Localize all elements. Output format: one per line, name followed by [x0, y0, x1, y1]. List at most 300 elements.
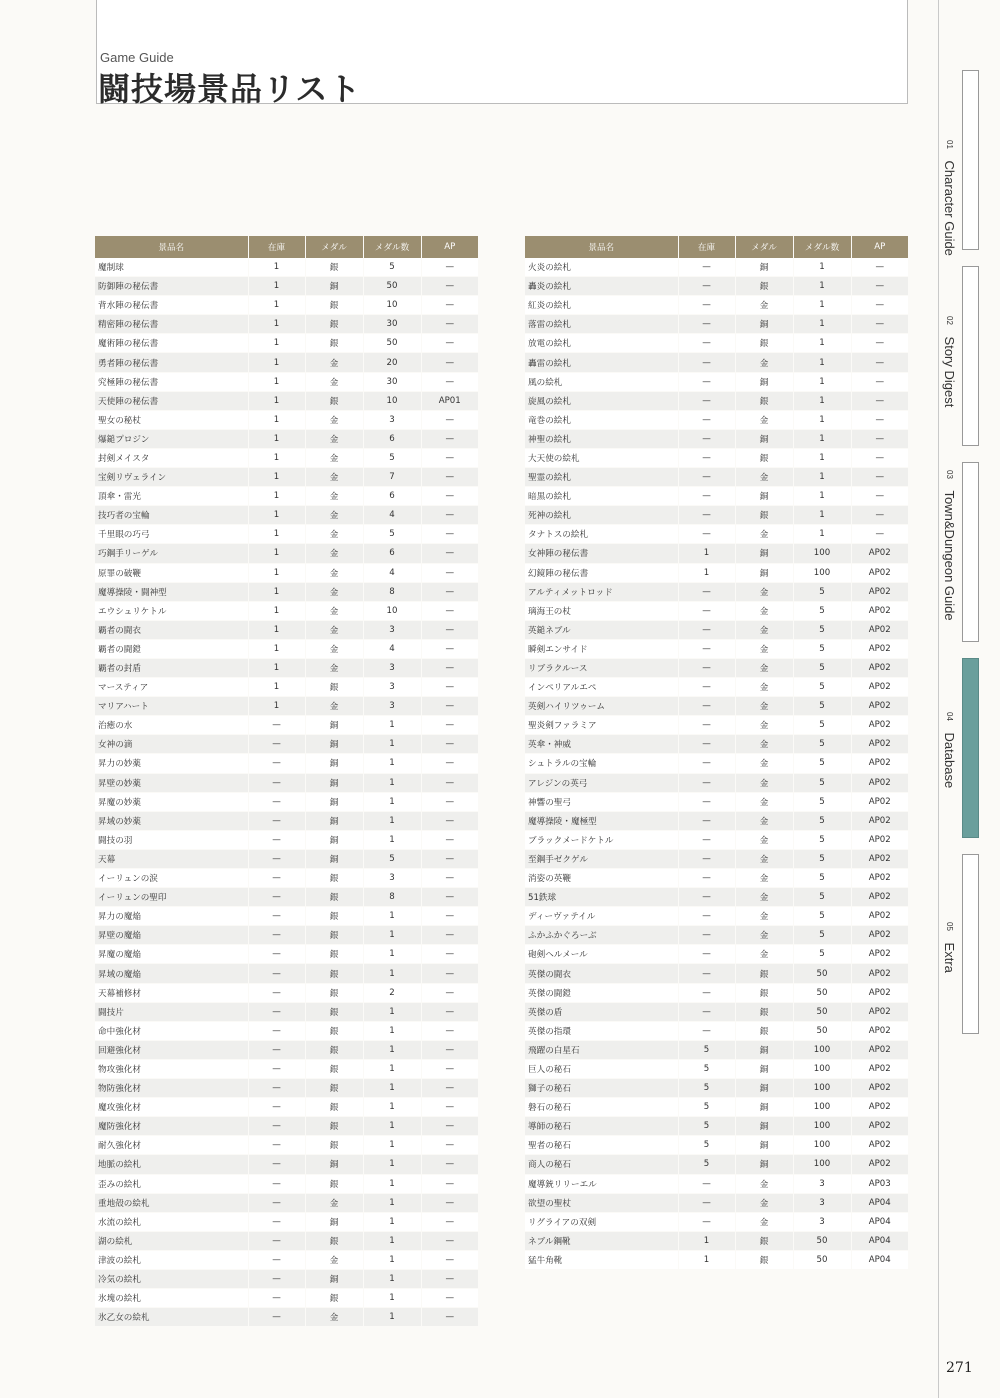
cell-ap: AP02 — [851, 1079, 908, 1098]
cell-stock: — — [248, 830, 305, 849]
cell-stock: — — [248, 773, 305, 792]
cell-medal: 金 — [735, 1193, 793, 1212]
table-row — [525, 582, 908, 601]
table-row — [525, 296, 908, 315]
table-row — [95, 1174, 478, 1193]
cell-ap: — — [421, 296, 478, 315]
cell-item-name: 死神の絵札 — [525, 506, 678, 525]
cell-ap: AP02 — [851, 639, 908, 658]
col-header-ap: AP — [421, 236, 478, 258]
cell-item-name: 覇者の封盾 — [95, 658, 248, 677]
table-row — [95, 506, 478, 525]
cell-ap: AP02 — [851, 964, 908, 983]
cell-item-name: ふかふかぐろーぶ — [525, 926, 678, 945]
cell-stock: — — [248, 1136, 305, 1155]
cell-medal-count: 10 — [363, 296, 421, 315]
cell-medal: 金 — [735, 773, 793, 792]
cell-medal: 金 — [735, 582, 793, 601]
cell-item-name: 火炎の絵札 — [525, 258, 678, 277]
cell-item-name: 魔術陣の秘伝書 — [95, 334, 248, 353]
cell-medal: 銀 — [305, 926, 363, 945]
table-row — [525, 926, 908, 945]
cell-medal: 銀 — [305, 888, 363, 907]
cell-stock: — — [248, 1002, 305, 1021]
prize-table-left — [95, 236, 478, 1327]
cell-medal: 金 — [305, 448, 363, 467]
cell-item-name: ディーヴァテイル — [525, 907, 678, 926]
cell-medal-count: 1 — [363, 716, 421, 735]
cell-medal-count: 1 — [363, 1098, 421, 1117]
cell-stock: — — [248, 1308, 305, 1327]
table-row — [95, 983, 478, 1002]
cell-stock: 1 — [248, 296, 305, 315]
cell-medal-count: 1 — [363, 735, 421, 754]
cell-item-name: 英傑の闘鎧 — [525, 983, 678, 1002]
cell-item-name: 勇者陣の秘伝書 — [95, 353, 248, 372]
cell-item-name: 幻鏡陣の秘伝書 — [525, 563, 678, 582]
cell-item-name: 竜巻の絵札 — [525, 410, 678, 429]
cell-ap: — — [421, 1098, 478, 1117]
cell-stock: 1 — [248, 372, 305, 391]
cell-item-name: 魔攻強化材 — [95, 1098, 248, 1117]
cell-medal: 銀 — [305, 391, 363, 410]
table-row — [525, 1021, 908, 1040]
cell-medal-count: 1 — [363, 1117, 421, 1136]
cell-medal: 銀 — [305, 1231, 363, 1250]
cell-stock: 1 — [678, 563, 735, 582]
cell-medal: 銅 — [305, 754, 363, 773]
cell-stock: — — [248, 849, 305, 868]
cell-medal-count: 3 — [793, 1174, 851, 1193]
cell-item-name: 魔導操陵・魔極型 — [525, 811, 678, 830]
cell-ap: — — [421, 735, 478, 754]
tab-town-dungeon-guide[interactable] — [942, 470, 957, 621]
tab-label: Database — [942, 732, 957, 789]
cell-medal-count: 5 — [793, 601, 851, 620]
col-header-stock: 在庫 — [678, 236, 735, 258]
cell-medal-count: 5 — [793, 830, 851, 849]
cell-medal: 金 — [305, 429, 363, 448]
tab-extra[interactable] — [942, 922, 957, 973]
cell-medal: 金 — [735, 468, 793, 487]
cell-medal: 銀 — [735, 506, 793, 525]
cell-stock: 1 — [678, 544, 735, 563]
cell-item-name: 女神の滴 — [95, 735, 248, 754]
table-row — [525, 544, 908, 563]
cell-item-name: 巧鋼手リーゲル — [95, 544, 248, 563]
table-row — [95, 582, 478, 601]
cell-ap: AP02 — [851, 735, 908, 754]
cell-medal-count: 1 — [363, 1040, 421, 1059]
cell-ap: — — [851, 258, 908, 277]
cell-medal-count: 100 — [793, 1136, 851, 1155]
cell-stock: — — [678, 888, 735, 907]
tab-number: 04 — [945, 712, 954, 721]
cell-stock: — — [248, 1117, 305, 1136]
cell-medal-count: 1 — [363, 1289, 421, 1308]
cell-item-name: 轟炎の絵札 — [525, 277, 678, 296]
cell-item-name: イーリュンの涙 — [95, 869, 248, 888]
table-row — [525, 773, 908, 792]
cell-ap: AP02 — [851, 1136, 908, 1155]
cell-stock: 5 — [678, 1117, 735, 1136]
cell-medal: 銀 — [735, 1250, 793, 1269]
cell-stock: — — [248, 1250, 305, 1269]
tab-story-digest[interactable] — [942, 316, 957, 407]
cell-medal: 銀 — [305, 907, 363, 926]
cell-stock: — — [678, 945, 735, 964]
tab-database[interactable] — [942, 712, 957, 788]
cell-ap: — — [421, 869, 478, 888]
cell-item-name: 水流の絵札 — [95, 1212, 248, 1231]
cell-stock: — — [678, 735, 735, 754]
cell-medal-count: 1 — [363, 830, 421, 849]
table-row — [525, 697, 908, 716]
table-row — [95, 716, 478, 735]
cell-item-name: 津波の絵札 — [95, 1250, 248, 1269]
table-row — [95, 1079, 478, 1098]
cell-medal: 金 — [735, 735, 793, 754]
cell-medal: 金 — [305, 372, 363, 391]
table-header-row — [525, 236, 908, 258]
cell-ap: — — [421, 563, 478, 582]
table-row — [95, 1155, 478, 1174]
cell-medal-count: 1 — [363, 1250, 421, 1269]
cell-stock: — — [248, 983, 305, 1002]
cell-medal: 金 — [735, 792, 793, 811]
cell-item-name: 氷塊の絵札 — [95, 1289, 248, 1308]
cell-medal-count: 5 — [793, 945, 851, 964]
cell-medal-count: 5 — [793, 888, 851, 907]
cell-medal: 銀 — [305, 678, 363, 697]
table-row — [525, 1212, 908, 1231]
cell-medal-count: 5 — [363, 525, 421, 544]
cell-item-name: 天幕補修材 — [95, 983, 248, 1002]
cell-stock: 5 — [678, 1098, 735, 1117]
table-row — [95, 1040, 478, 1059]
table-row — [525, 907, 908, 926]
cell-medal-count: 1 — [363, 926, 421, 945]
cell-ap: AP02 — [851, 869, 908, 888]
cell-ap: AP02 — [851, 716, 908, 735]
cell-medal: 銀 — [735, 277, 793, 296]
cell-medal: 金 — [735, 697, 793, 716]
tab-label: Extra — [942, 942, 957, 973]
cell-medal-count: 5 — [363, 849, 421, 868]
cell-stock: — — [678, 754, 735, 773]
tab-story-digest-marker — [962, 266, 979, 446]
cell-stock: — — [248, 1231, 305, 1250]
cell-ap: AP02 — [851, 563, 908, 582]
cell-item-name: 大天使の絵札 — [525, 448, 678, 467]
cell-ap: — — [421, 849, 478, 868]
cell-ap: — — [851, 315, 908, 334]
cell-stock: — — [678, 506, 735, 525]
cell-medal: 金 — [735, 888, 793, 907]
cell-ap: — — [421, 1269, 478, 1288]
cell-ap: — — [421, 334, 478, 353]
cell-ap: — — [851, 468, 908, 487]
cell-medal-count: 3 — [363, 658, 421, 677]
cell-medal: 銅 — [305, 735, 363, 754]
cell-medal: 銀 — [305, 869, 363, 888]
cell-medal-count: 1 — [793, 334, 851, 353]
cell-ap: AP02 — [851, 678, 908, 697]
table-row — [525, 1040, 908, 1059]
cell-medal-count: 3 — [363, 678, 421, 697]
table-row — [525, 429, 908, 448]
col-header-medal: メダル — [305, 236, 363, 258]
cell-stock: 5 — [678, 1040, 735, 1059]
cell-ap: AP04 — [851, 1212, 908, 1231]
cell-medal-count: 20 — [363, 353, 421, 372]
cell-stock: — — [248, 1079, 305, 1098]
cell-item-name: 防御陣の秘伝書 — [95, 277, 248, 296]
table-row — [95, 1212, 478, 1231]
cell-stock: 1 — [248, 410, 305, 429]
table-row — [525, 1117, 908, 1136]
cell-item-name: 回避強化材 — [95, 1040, 248, 1059]
cell-item-name: 究極陣の秘伝書 — [95, 372, 248, 391]
cell-medal-count: 5 — [363, 448, 421, 467]
cell-stock: — — [678, 601, 735, 620]
cell-medal-count: 7 — [363, 468, 421, 487]
cell-medal: 銅 — [735, 429, 793, 448]
cell-item-name: 歪みの絵札 — [95, 1174, 248, 1193]
cell-medal-count: 100 — [793, 1117, 851, 1136]
tab-character-guide[interactable] — [942, 140, 957, 256]
col-header-medal-count: メダル数 — [363, 236, 421, 258]
cell-stock: 5 — [678, 1059, 735, 1078]
cell-medal: 金 — [305, 353, 363, 372]
tab-extra-marker — [962, 854, 979, 1034]
table-row — [95, 849, 478, 868]
cell-medal-count: 100 — [793, 1040, 851, 1059]
table-row — [525, 1250, 908, 1269]
cell-item-name: リグライアの双剣 — [525, 1212, 678, 1231]
section-kicker: Game Guide — [100, 50, 174, 65]
cell-medal-count: 5 — [793, 926, 851, 945]
cell-ap: AP02 — [851, 1155, 908, 1174]
cell-ap: — — [421, 983, 478, 1002]
cell-stock: 1 — [248, 544, 305, 563]
cell-medal-count: 1 — [363, 811, 421, 830]
cell-stock: — — [678, 811, 735, 830]
cell-medal: 銅 — [735, 258, 793, 277]
cell-ap: AP02 — [851, 1021, 908, 1040]
cell-medal-count: 1 — [363, 1002, 421, 1021]
cell-medal: 金 — [735, 945, 793, 964]
cell-medal-count: 6 — [363, 487, 421, 506]
col-header-medal-count: メダル数 — [793, 236, 851, 258]
cell-medal-count: 3 — [793, 1212, 851, 1231]
cell-stock: — — [248, 1098, 305, 1117]
cell-ap: — — [421, 1193, 478, 1212]
cell-ap: — — [421, 945, 478, 964]
cell-item-name: 巨人の秘石 — [525, 1059, 678, 1078]
table-row — [95, 372, 478, 391]
cell-ap: AP04 — [851, 1231, 908, 1250]
cell-ap: — — [421, 1002, 478, 1021]
cell-stock: 1 — [248, 639, 305, 658]
cell-stock: — — [248, 926, 305, 945]
cell-ap: — — [421, 830, 478, 849]
cell-stock: — — [678, 277, 735, 296]
cell-ap: AP02 — [851, 1117, 908, 1136]
cell-stock: — — [678, 869, 735, 888]
cell-item-name: 昇魔の妙薬 — [95, 792, 248, 811]
page-number: 271 — [946, 1360, 973, 1376]
cell-stock: 1 — [678, 1231, 735, 1250]
cell-medal-count: 100 — [793, 1098, 851, 1117]
cell-item-name: 聖霊の絵札 — [525, 468, 678, 487]
col-header-item-name: 景品名 — [95, 236, 248, 258]
cell-ap: — — [421, 1136, 478, 1155]
table-row — [525, 410, 908, 429]
cell-ap: — — [421, 468, 478, 487]
cell-medal-count: 50 — [363, 277, 421, 296]
cell-medal-count: 5 — [793, 735, 851, 754]
cell-item-name: マリアハート — [95, 697, 248, 716]
cell-medal: 金 — [305, 410, 363, 429]
cell-ap: — — [421, 1079, 478, 1098]
cell-medal-count: 3 — [363, 697, 421, 716]
cell-item-name: 闘技片 — [95, 1002, 248, 1021]
table-row — [95, 1193, 478, 1212]
table-row — [525, 487, 908, 506]
cell-medal-count: 1 — [363, 1212, 421, 1231]
cell-stock: — — [678, 716, 735, 735]
cell-medal: 銅 — [735, 1117, 793, 1136]
cell-ap: — — [421, 315, 478, 334]
cell-ap: AP02 — [851, 658, 908, 677]
cell-item-name: 爆鎚プロジン — [95, 429, 248, 448]
cell-stock: — — [678, 258, 735, 277]
cell-medal: 金 — [735, 639, 793, 658]
cell-ap: — — [421, 1117, 478, 1136]
cell-medal-count: 1 — [363, 945, 421, 964]
cell-medal-count: 50 — [793, 964, 851, 983]
cell-medal-count: 5 — [793, 773, 851, 792]
cell-stock: — — [678, 468, 735, 487]
cell-ap: — — [421, 448, 478, 467]
table-row — [525, 277, 908, 296]
table-row — [95, 926, 478, 945]
cell-medal-count: 5 — [793, 907, 851, 926]
table-row — [95, 1002, 478, 1021]
cell-item-name: 冷気の絵札 — [95, 1269, 248, 1288]
table-row — [95, 945, 478, 964]
cell-medal: 金 — [735, 1174, 793, 1193]
cell-item-name: 治癒の水 — [95, 716, 248, 735]
cell-item-name: 覇者の闘衣 — [95, 620, 248, 639]
cell-medal-count: 3 — [363, 869, 421, 888]
cell-medal: 金 — [735, 869, 793, 888]
cell-ap: — — [851, 448, 908, 467]
cell-stock: — — [678, 296, 735, 315]
cell-medal: 金 — [735, 926, 793, 945]
tab-database-marker — [962, 658, 979, 838]
cell-ap: — — [421, 410, 478, 429]
cell-ap: — — [421, 525, 478, 544]
tab-number: 01 — [945, 140, 954, 149]
cell-ap: AP02 — [851, 830, 908, 849]
table-row — [95, 1231, 478, 1250]
cell-medal: 金 — [735, 601, 793, 620]
cell-medal-count: 1 — [793, 410, 851, 429]
cell-ap: — — [421, 506, 478, 525]
cell-medal: 銀 — [305, 983, 363, 1002]
cell-medal: 金 — [735, 716, 793, 735]
cell-item-name: 魔制球 — [95, 258, 248, 277]
cell-medal: 銅 — [305, 773, 363, 792]
cell-stock: — — [678, 487, 735, 506]
table-row — [95, 410, 478, 429]
table-row — [95, 658, 478, 677]
cell-medal-count: 3 — [363, 410, 421, 429]
cell-medal-count: 4 — [363, 563, 421, 582]
cell-ap: — — [851, 296, 908, 315]
cell-medal-count: 1 — [793, 391, 851, 410]
tab-number: 05 — [945, 922, 954, 931]
table-row — [95, 639, 478, 658]
cell-medal: 銅 — [305, 1155, 363, 1174]
cell-ap: AP02 — [851, 888, 908, 907]
cell-item-name: 神聖の絵札 — [525, 429, 678, 448]
cell-ap: — — [421, 1155, 478, 1174]
table-row — [95, 620, 478, 639]
cell-medal-count: 10 — [363, 601, 421, 620]
cell-medal-count: 5 — [793, 811, 851, 830]
cell-item-name: 物防強化材 — [95, 1079, 248, 1098]
cell-stock: — — [678, 391, 735, 410]
cell-ap: — — [851, 525, 908, 544]
cell-medal-count: 5 — [793, 792, 851, 811]
cell-item-name: 覇者の闘鎧 — [95, 639, 248, 658]
table-row — [95, 907, 478, 926]
cell-medal-count: 1 — [793, 468, 851, 487]
table-row — [95, 869, 478, 888]
cell-stock: 1 — [248, 391, 305, 410]
cell-stock: — — [248, 1021, 305, 1040]
cell-item-name: 天幕 — [95, 849, 248, 868]
cell-medal-count: 1 — [793, 277, 851, 296]
cell-medal-count: 4 — [363, 639, 421, 658]
cell-ap: AP02 — [851, 926, 908, 945]
cell-stock: 5 — [678, 1155, 735, 1174]
cell-ap: — — [851, 391, 908, 410]
cell-medal: 金 — [735, 353, 793, 372]
cell-item-name: イーリュンの聖印 — [95, 888, 248, 907]
cell-medal: 銀 — [305, 1289, 363, 1308]
cell-item-name: 英傑の闘衣 — [525, 964, 678, 983]
cell-ap: AP04 — [851, 1250, 908, 1269]
cell-medal: 銅 — [305, 792, 363, 811]
cell-stock: — — [248, 1212, 305, 1231]
cell-ap: AP02 — [851, 582, 908, 601]
cell-ap: — — [421, 811, 478, 830]
cell-item-name: インペリアルエペ — [525, 678, 678, 697]
cell-ap: — — [421, 487, 478, 506]
cell-ap: — — [421, 372, 478, 391]
tab-character-guide-marker — [962, 70, 979, 250]
table-row — [95, 525, 478, 544]
table-row — [525, 372, 908, 391]
cell-medal: 金 — [305, 582, 363, 601]
cell-item-name: 瞬剣エンサイド — [525, 639, 678, 658]
cell-item-name: 魔導操陵・闘神型 — [95, 582, 248, 601]
table-row — [95, 391, 478, 410]
